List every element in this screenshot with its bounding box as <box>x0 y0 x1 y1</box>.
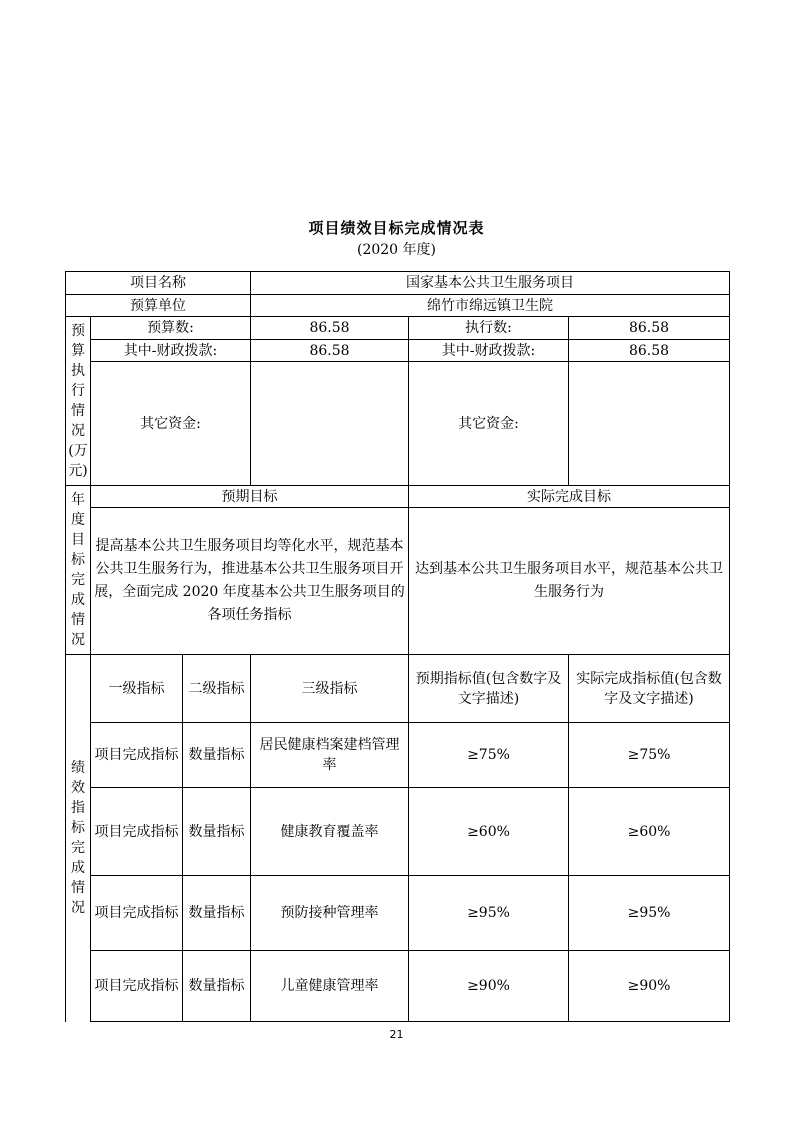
other-funds-exec-label: 其它资金: <box>409 362 569 486</box>
page-title: 项目绩效目标完成情况表 <box>308 219 485 237</box>
row-actual: ≥75% <box>569 723 730 788</box>
row-level3: 儿童健康管理率 <box>251 951 409 1022</box>
row-level3: 预防接种管理率 <box>251 876 409 951</box>
indicator-side-label <box>66 655 91 1022</box>
budget-unit-value: 绵竹市绵远镇卫生院 <box>251 295 730 317</box>
fiscal-budget-value: 86.58 <box>251 340 409 362</box>
table-row <box>66 951 730 1022</box>
other-funds-label: 其它资金: <box>91 362 251 486</box>
budget-amount-label: 预算数: <box>91 317 251 340</box>
other-funds-row <box>66 362 730 486</box>
table-row <box>66 876 730 951</box>
row-level3: 健康教育覆盖率 <box>251 788 409 876</box>
row-expected: ≥95% <box>409 876 569 951</box>
row-level2: 数量指标 <box>183 723 251 788</box>
budget-unit-label: 预算单位 <box>66 295 251 317</box>
row-level2: 数量指标 <box>183 876 251 951</box>
exec-amount-label: 执行数: <box>409 317 569 340</box>
actual-goal-text: 达到基本公共卫生服务项目水平，规范基本公共卫生服务行为 <box>409 508 730 655</box>
actual-value-header: 实际完成指标值(包含数字及文字描述) <box>569 655 730 723</box>
other-funds-exec-value <box>569 362 730 486</box>
level3-header: 三级指标 <box>251 655 409 723</box>
row-actual: ≥90% <box>569 951 730 1022</box>
fiscal-exec-label: 其中-财政拨款: <box>409 340 569 362</box>
row-expected: ≥90% <box>409 951 569 1022</box>
table-row <box>66 723 730 788</box>
row-level3: 居民健康档案建档管理率 <box>251 723 409 788</box>
row-expected: ≥75% <box>409 723 569 788</box>
fiscal-row <box>66 340 730 362</box>
budget-amount-value: 86.58 <box>251 317 409 340</box>
exec-amount-value: 86.58 <box>569 317 730 340</box>
budget-side-label <box>66 317 91 486</box>
fiscal-budget-label: 其中-财政拨款: <box>91 340 251 362</box>
project-name-value: 国家基本公共卫生服务项目 <box>251 272 730 295</box>
row-level1: 项目完成指标 <box>91 788 183 876</box>
project-name-row <box>66 272 730 295</box>
other-funds-value <box>251 362 409 486</box>
annual-side-label <box>66 486 91 655</box>
budget-unit-row <box>66 295 730 317</box>
project-name-label: 项目名称 <box>66 272 251 295</box>
indicator-side-text: 绩 效 指 标 完 成 情 况 <box>71 760 85 917</box>
page-number: 21 <box>389 1028 404 1041</box>
row-level1: 项目完成指标 <box>91 876 183 951</box>
expected-goal-header: 预期目标 <box>91 486 409 508</box>
budget-amount-row <box>66 317 730 340</box>
row-level1: 项目完成指标 <box>91 951 183 1022</box>
fiscal-exec-value: 86.58 <box>569 340 730 362</box>
level2-header: 二级指标 <box>183 655 251 723</box>
indicator-header-row <box>66 655 730 723</box>
row-level2: 数量指标 <box>183 788 251 876</box>
performance-table <box>65 271 730 1022</box>
row-level2: 数量指标 <box>183 951 251 1022</box>
table-row <box>66 788 730 876</box>
annual-header-row <box>66 486 730 508</box>
actual-goal-header: 实际完成目标 <box>409 486 730 508</box>
expected-goal-text: 提高基本公共卫生服务项目均等化水平，规范基本公共卫生服务行为，推进基本公共卫生服务项目开展，全面完成 2020 年度基本公共卫生服务项目的各项任务指标 <box>91 508 409 655</box>
level1-header: 一级指标 <box>91 655 183 723</box>
row-level1: 项目完成指标 <box>91 723 183 788</box>
annual-content-row <box>66 508 730 655</box>
row-expected: ≥60% <box>409 788 569 876</box>
page-subtitle: (2020 年度) <box>356 242 436 258</box>
budget-side-text: 预 算 执 行 情 况 (万 元) <box>68 323 88 479</box>
row-actual: ≥60% <box>569 788 730 876</box>
expected-value-header: 预期指标值(包含数字及文字描述) <box>409 655 569 723</box>
annual-side-text: 年 度 目 标 完 成 情 况 <box>71 492 85 648</box>
row-actual: ≥95% <box>569 876 730 951</box>
